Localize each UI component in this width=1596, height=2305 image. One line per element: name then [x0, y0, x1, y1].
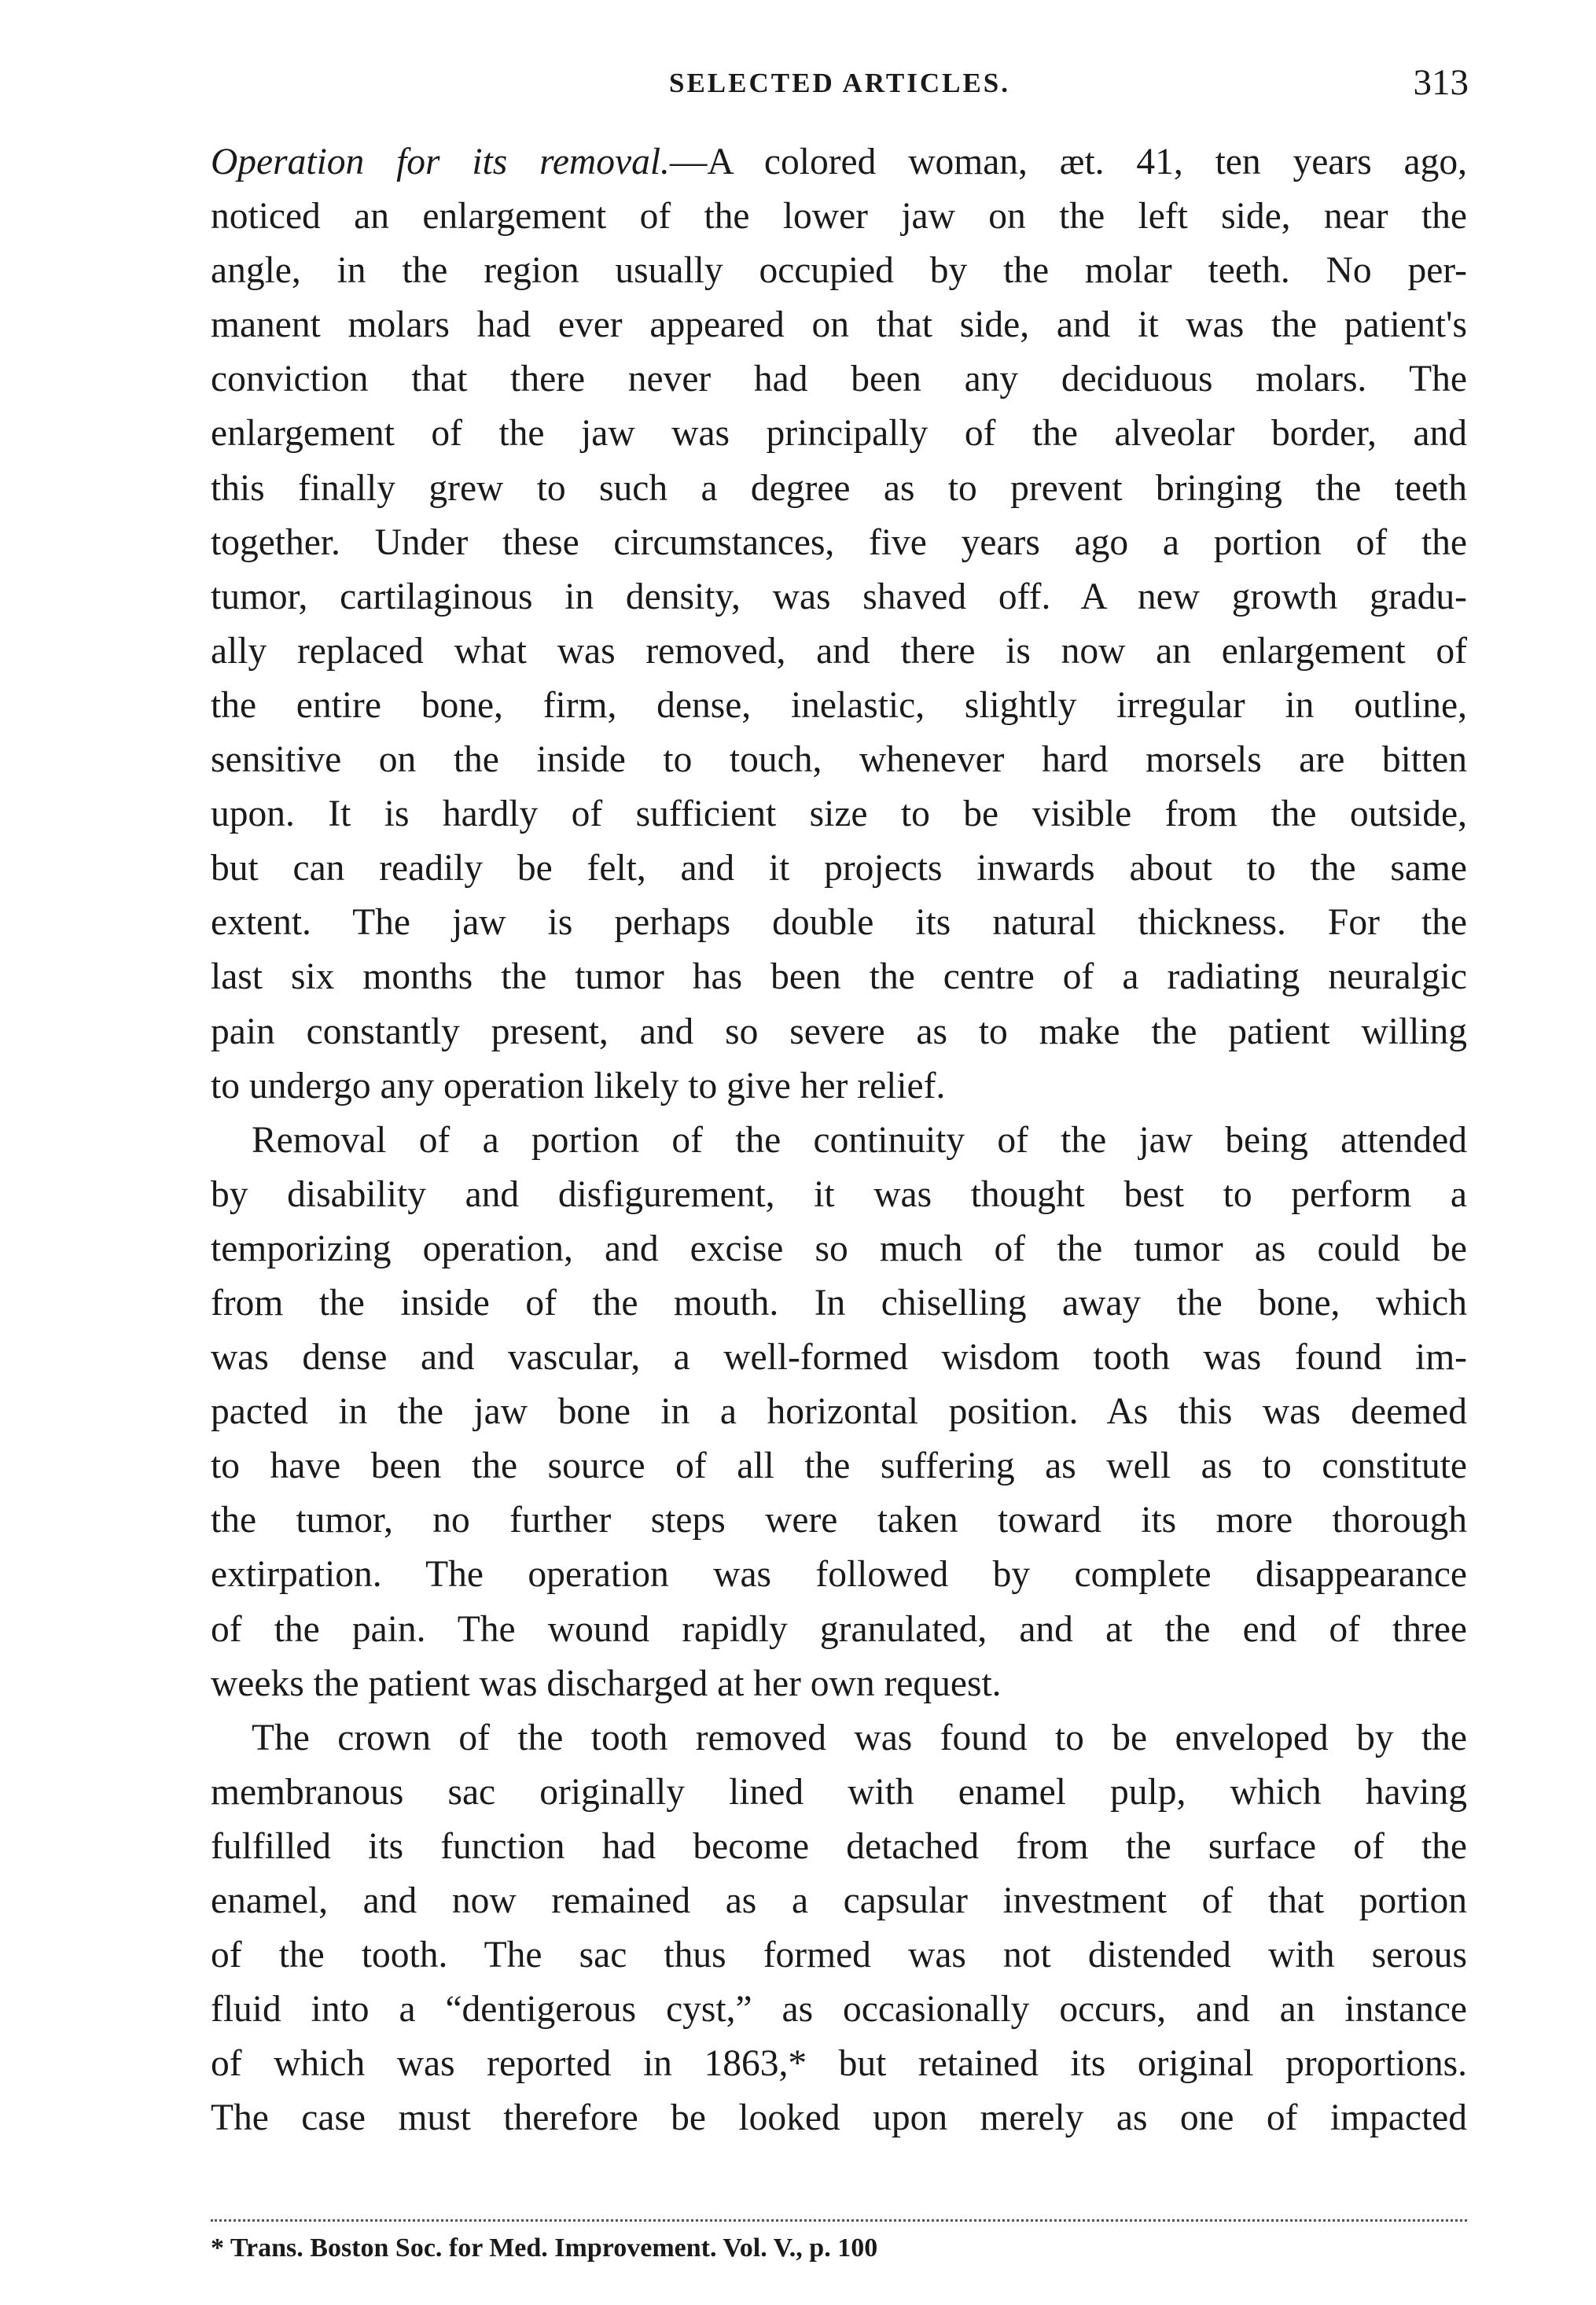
text-line: The crown of the tooth removed was found to be enveloped by the	[252, 1717, 1467, 1758]
text-line: fluid into a “dentigerous cyst,” as occasionally occurs, and an instance	[211, 1989, 1467, 2031]
text-line: the tumor, no further steps were taken toward its more thorough	[211, 1500, 1467, 1541]
text-line: The case must therefore be looked upon merely as one of impacted	[211, 2097, 1467, 2139]
text-line: temporizing operation, and excise so much of the tumor as could be	[211, 1228, 1467, 1269]
text-line: conviction that there never had been any deciduous molars. The	[211, 359, 1467, 400]
text-line: extirpation. The operation was followed by complete disappearance	[211, 1554, 1467, 1596]
text-line: weeks the patient was discharged at her own request.	[211, 1662, 1002, 1704]
page-number: 313	[1413, 62, 1469, 103]
text-line: of the tooth. The sac thus formed was not distended with serous	[211, 1935, 1467, 1976]
text-line: to undergo any operation likely to give her relief.	[211, 1065, 946, 1106]
text-line: enamel, and now remained as a capsular investment of that portion	[211, 1880, 1467, 1921]
text-line: was dense and vascular, a well-formed wisdom tooth was found im-	[211, 1337, 1467, 1379]
text-line: tumor, cartilaginous in density, was shaved off. A new growth gradu-	[211, 576, 1467, 617]
text-line: manent molars had ever appeared on that side, and it was the patient's	[211, 304, 1467, 346]
text-line: to have been the source of all the suffering as well as to constitute	[211, 1445, 1467, 1487]
text-line: by disability and disfigurement, it was thought best to perform a	[211, 1173, 1467, 1215]
text-line: of the pain. The wound rapidly granulated, and at the end of three	[211, 1608, 1467, 1650]
text-line: pacted in the jaw bone in a horizontal position. As this was deemed	[211, 1391, 1467, 1433]
text-line	[211, 135, 1467, 190]
text-line: upon. It is hardly of sufficient size to be visible from the outside,	[211, 793, 1467, 835]
text-line: but can readily be felt, and it projects inwards about to the same	[211, 848, 1467, 889]
running-title: SELECTED ARTICLES.	[668, 68, 1011, 98]
text-line: the entire bone, firm, dense, inelastic, slightly irregular in outline,	[211, 684, 1467, 726]
footnote-divider	[211, 2219, 1467, 2222]
section-heading: Operation for its removal.	[211, 142, 670, 182]
text-line: ally replaced what was removed, and there is now an enlargement of	[211, 630, 1467, 672]
text-line: extent. The jaw is perhaps double its natural thickness. For the	[211, 902, 1467, 944]
text-line: fulfilled its function had become detached from the surface of the	[211, 1825, 1467, 1867]
text-line: angle, in the region usually occupied by the molar teeth. No per-	[211, 250, 1467, 292]
text-line: together. Under these circumstances, five years ago a portion of the	[211, 521, 1467, 563]
running-head	[211, 61, 1469, 116]
text-line: sensitive on the inside to touch, whenever hard morsels are bitten	[211, 739, 1467, 781]
text-line: pain constantly present, and so severe as to make the patient willing	[211, 1011, 1467, 1052]
footnote: * Trans. Boston Soc. for Med. Improvement. Vol. V., p. 100	[211, 2233, 878, 2263]
text-line: noticed an enlargement of the lower jaw on the left side, near the	[211, 196, 1467, 237]
text-line: last six months the tumor has been the centre of a radiating neuralgic	[211, 956, 1467, 998]
text-line: enlargement of the jaw was principally of the alveolar border, and	[211, 413, 1467, 455]
text-line: Removal of a portion of the continuity of the jaw being attended	[252, 1119, 1467, 1161]
article-body	[211, 135, 1467, 2145]
text-line: this finally grew to such a degree as to prevent bringing the teeth	[211, 467, 1467, 509]
text-line-content: —A colored woman, æt. 41, ten years ago,	[669, 142, 1467, 182]
text-line: from the inside of the mouth. In chiselling away the bone, which	[211, 1282, 1467, 1324]
text-line: membranous sac originally lined with enamel pulp, which having	[211, 1771, 1467, 1813]
text-line: of which was reported in 1863,* but retained its original proportions.	[211, 2043, 1467, 2085]
